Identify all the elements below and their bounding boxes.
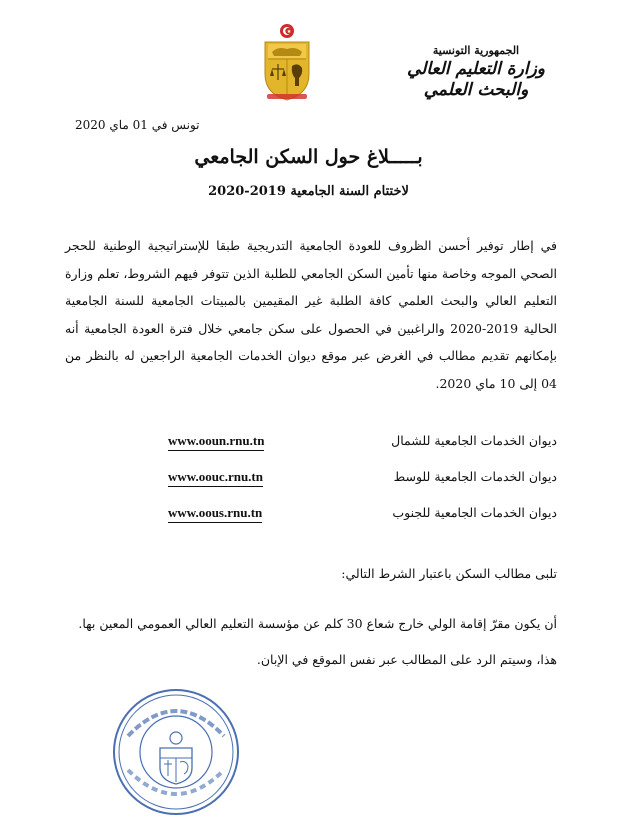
office-url-link[interactable]: www.oous.rnu.tn — [168, 505, 262, 523]
office-row-north — [65, 433, 557, 453]
official-seal-stamp-icon — [110, 686, 242, 818]
issue-date: تونس في 01 ماي 2020 — [75, 118, 200, 132]
page-subtitle: لاختتام السنة الجامعية 2019-2020 — [208, 184, 409, 199]
office-url-link[interactable]: www.ooun.rnu.tn — [168, 433, 264, 451]
office-row-center — [65, 469, 557, 489]
closing-text: هذا، وسيتم الرد على المطالب عبر نفس الموقع في الإبان. — [256, 652, 557, 667]
ministry-name-line1: وزارة التعليم العالي — [406, 59, 546, 79]
office-name: ديوان الخدمات الجامعية للشمال — [391, 433, 557, 448]
condition-intro: تلبى مطالب السكن باعتبار الشرط التالي: — [341, 566, 557, 581]
tunisia-coat-of-arms-icon — [262, 22, 312, 102]
page-title: بـــــلاغ حول السكن الجامعي — [194, 146, 423, 168]
country-name: الجمهورية التونسية — [432, 44, 520, 57]
office-url-link[interactable]: www.oouc.rnu.tn — [168, 469, 263, 487]
ministry-header — [391, 44, 561, 101]
condition-text: أن يكون مقرّ إقامة الولي خارج شعاع 30 كلم عن مؤسسة التعليم العالي العمومي المعين بها. — [78, 616, 557, 631]
office-row-south — [65, 505, 557, 525]
office-name: ديوان الخدمات الجامعية للجنوب — [392, 505, 557, 520]
ministry-name-line2: والبحث العلمي — [423, 80, 529, 100]
announcement-body: في إطار توفير أحسن الظروف للعودة الجامعية التدريجية طبقا للإستراتيجية الوطنية للحجر الصحي الموجه وخاصة منها تأمين السكن الجامعي للطلبة الذين تتوفر فيهم الشروط، تعلم وزارة التعليم العالي والبحث العلمي كافة الطلبة غير المقيمين بالمبيتات الجامعية للسنة الجامعية الحالية 2019-2020 والراغبين في الحصول على سكن جامعي خلال فترة العودة الجامعية أنه بإمكانهم تقديم مطالب في الغرض عبر موقع ديوان الخدمات الجامعية الراجعين له بالنظر من 04 إلى 10 ماي 2020. — [65, 238, 558, 391]
office-name: ديوان الخدمات الجامعية للوسط — [393, 469, 557, 484]
